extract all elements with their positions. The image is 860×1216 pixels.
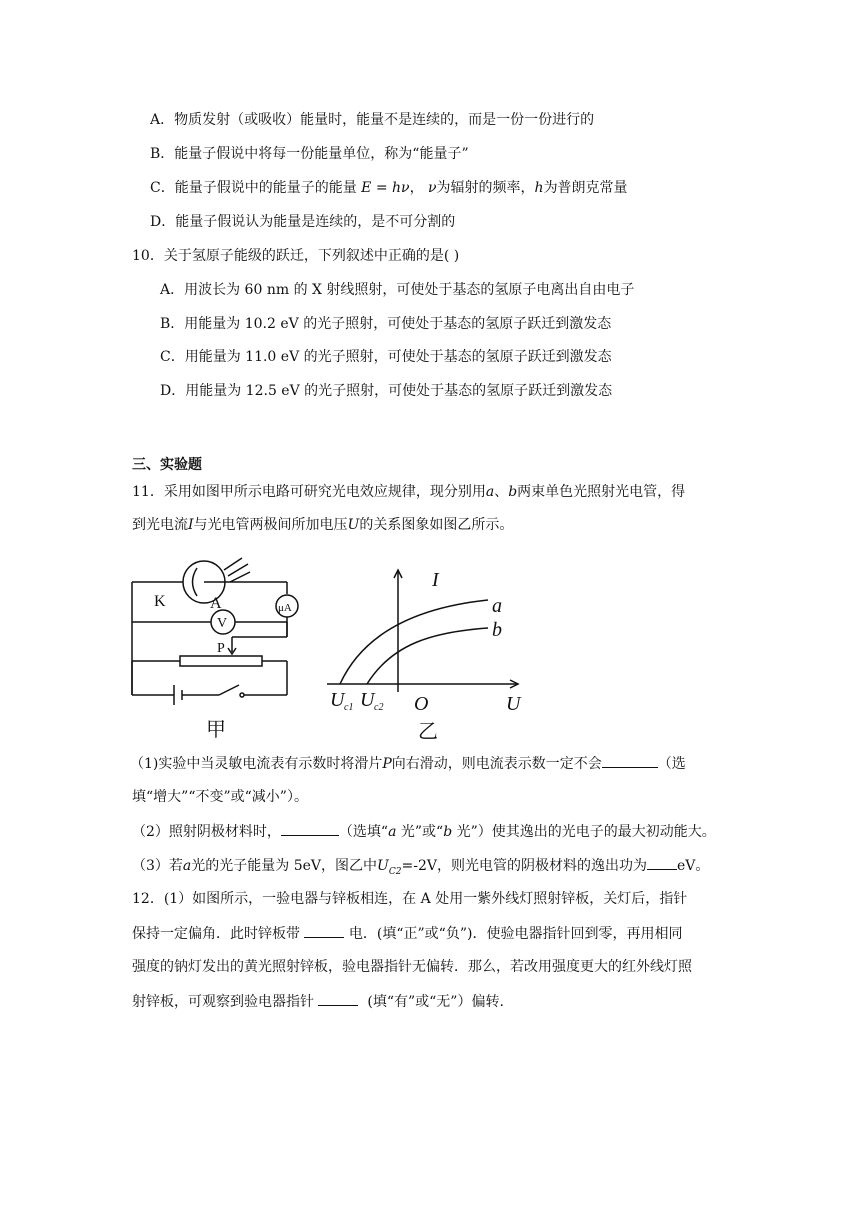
- unit-ev: eV。: [676, 858, 710, 874]
- label-p: P: [217, 641, 225, 656]
- q12-line4: [132, 991, 504, 1012]
- cathode: [193, 568, 198, 596]
- var-b: b: [443, 824, 453, 840]
- q11-text: 到光电流: [132, 517, 188, 533]
- caption-yi: 乙: [418, 721, 438, 742]
- curve-a: [340, 600, 488, 684]
- q12-text4: (填“有”或“无”）偏转.: [367, 994, 504, 1010]
- label-a: A: [210, 595, 222, 612]
- label-v: V: [217, 616, 228, 631]
- curve-label-b: b: [492, 619, 502, 641]
- energy-formula: E = hν: [361, 180, 410, 196]
- q11-text: 两束单色光照射光电管，得: [517, 484, 686, 500]
- axis-label-u: U: [506, 693, 521, 715]
- q10-option-a: A．用波长为 60 nm 的 X 射线照射，可使处于基态的氢原子电离出自由电子: [160, 282, 635, 298]
- q10-stem: 10．关于氢原子能级的跃迁，下列叙述中正确的是( ): [132, 248, 460, 264]
- q12-text: 保持一定偏角．此时锌板带: [132, 926, 300, 942]
- q12-text2: 电．(填“正”或“负”)．使验电器指针回到零，再用相同: [348, 926, 683, 942]
- q9-option-b: B．能量子假说中将每一份能量单位，称为“能量子”: [150, 146, 469, 162]
- q11-p2-text: （2）照射阴极材料时，: [132, 824, 281, 840]
- q11-p3-text: （3）若: [132, 858, 183, 874]
- answer-blank-3[interactable]: [647, 855, 677, 870]
- uc2-label: U: [360, 689, 375, 711]
- q11-p2-text3: 光”或“: [396, 824, 444, 840]
- var-p: P: [382, 756, 392, 772]
- comma: ，: [409, 180, 424, 196]
- q12-line1: 12．(1）如图所示，一验电器与锌板相连，在 A 处用一紫外线灯照射锌板，关灯后，指针: [132, 891, 688, 907]
- section-heading: 三、实验题: [132, 457, 202, 473]
- q11-text: 的关系图象如图乙所示。: [359, 517, 514, 533]
- nu-symbol: ν: [428, 180, 437, 196]
- uc1-sub: c1: [344, 702, 354, 713]
- q12-line3: 强度的钠灯发出的黄光照射锌板，验电器指针无偏转．那么，若改用强度更大的红外线灯照: [132, 959, 692, 975]
- q9-option-d: D．能量子假说认为能量是连续的，是不可分割的: [150, 214, 456, 230]
- q10-option-c: C．用能量为 11.0 eV 的光子照射，可使处于基态的氢原子跃迁到激发态: [160, 349, 612, 365]
- q9-option-c: [150, 178, 628, 198]
- origin-label: O: [414, 693, 429, 715]
- q11-p3-text3: =-2V，则光电管的阴极材料的逸出功为: [401, 858, 647, 874]
- q12-line2: [132, 923, 682, 944]
- var-b: b: [508, 484, 518, 500]
- switch: [219, 685, 239, 695]
- var-a: a: [182, 858, 192, 874]
- q11-part3: [132, 855, 709, 882]
- q11-part1-line2: 填“增大”“不变”或“减小”）。: [132, 789, 308, 805]
- answer-blank-4[interactable]: [304, 923, 344, 938]
- uc2-sub: c2: [374, 702, 384, 713]
- q11-p1-text: （1)实验中当灵敏电流表有示数时将滑片: [130, 756, 383, 772]
- q11-text: 与光电管两极间所加电压: [193, 517, 348, 533]
- var-u-sub: C2: [388, 866, 402, 877]
- q11-part2: [132, 821, 716, 842]
- q11-line1: [132, 482, 685, 502]
- iu-graph: [322, 556, 532, 742]
- q10-option-d: D．用能量为 12.5 eV 的光子照射，可使处于基态的氢原子跃迁到激发态: [160, 383, 613, 399]
- q9-option-c-text3: 为普朗克常量: [543, 180, 628, 196]
- answer-blank-5[interactable]: [318, 991, 358, 1006]
- curve-label-a: a: [492, 595, 502, 617]
- q11-text: 11．采用如图甲所示电路可研究光电效应规律，现分别用: [132, 484, 486, 500]
- q11-part1-line1: [130, 753, 686, 774]
- axis-label-i: I: [432, 569, 439, 591]
- q11-p1-tail: （选: [657, 756, 686, 772]
- q11-line2: [132, 515, 513, 535]
- q11-p2-text2: （选填“: [338, 824, 389, 840]
- h-symbol: h: [534, 180, 544, 196]
- label-k: K: [154, 593, 166, 610]
- label-ua: μA: [278, 602, 292, 614]
- q9-option-c-text: C．能量子假说中的能量子的能量: [150, 180, 357, 196]
- var-a: a: [485, 484, 495, 500]
- var-u: U: [377, 858, 389, 874]
- sep: 、: [494, 484, 509, 500]
- answer-blank-2[interactable]: [281, 821, 339, 836]
- answer-blank-1[interactable]: [602, 753, 658, 768]
- q11-p1-text2: 向右滑动，则电流表示数一定不会: [391, 756, 602, 772]
- var-i: I: [188, 517, 194, 533]
- uc1-label: U: [330, 689, 345, 711]
- q9-option-c-text2: 为辐射的频率，: [436, 180, 535, 196]
- q11-p3-text2: 光的光子能量为 5eV，图乙中: [191, 858, 378, 874]
- q12-text3: 射锌板，可观察到验电器指针: [132, 994, 314, 1010]
- q9-option-a: A．物质发射（或吸收）能量时，能量不是连续的，而是一份一份进行的: [150, 112, 595, 128]
- var-a: a: [388, 824, 397, 840]
- curve-b: [367, 628, 488, 684]
- caption-jia: 甲: [206, 719, 226, 741]
- rheostat: [180, 656, 262, 666]
- q11-p2-text4: 光”）使其逸出的光电子的最大初动能大。: [452, 824, 716, 840]
- circuit-diagram: [124, 552, 304, 742]
- var-u: U: [347, 517, 360, 533]
- q10-option-b: B．用能量为 10.2 eV 的光子照射，可使处于基态的氢原子跃迁到激发态: [160, 316, 612, 332]
